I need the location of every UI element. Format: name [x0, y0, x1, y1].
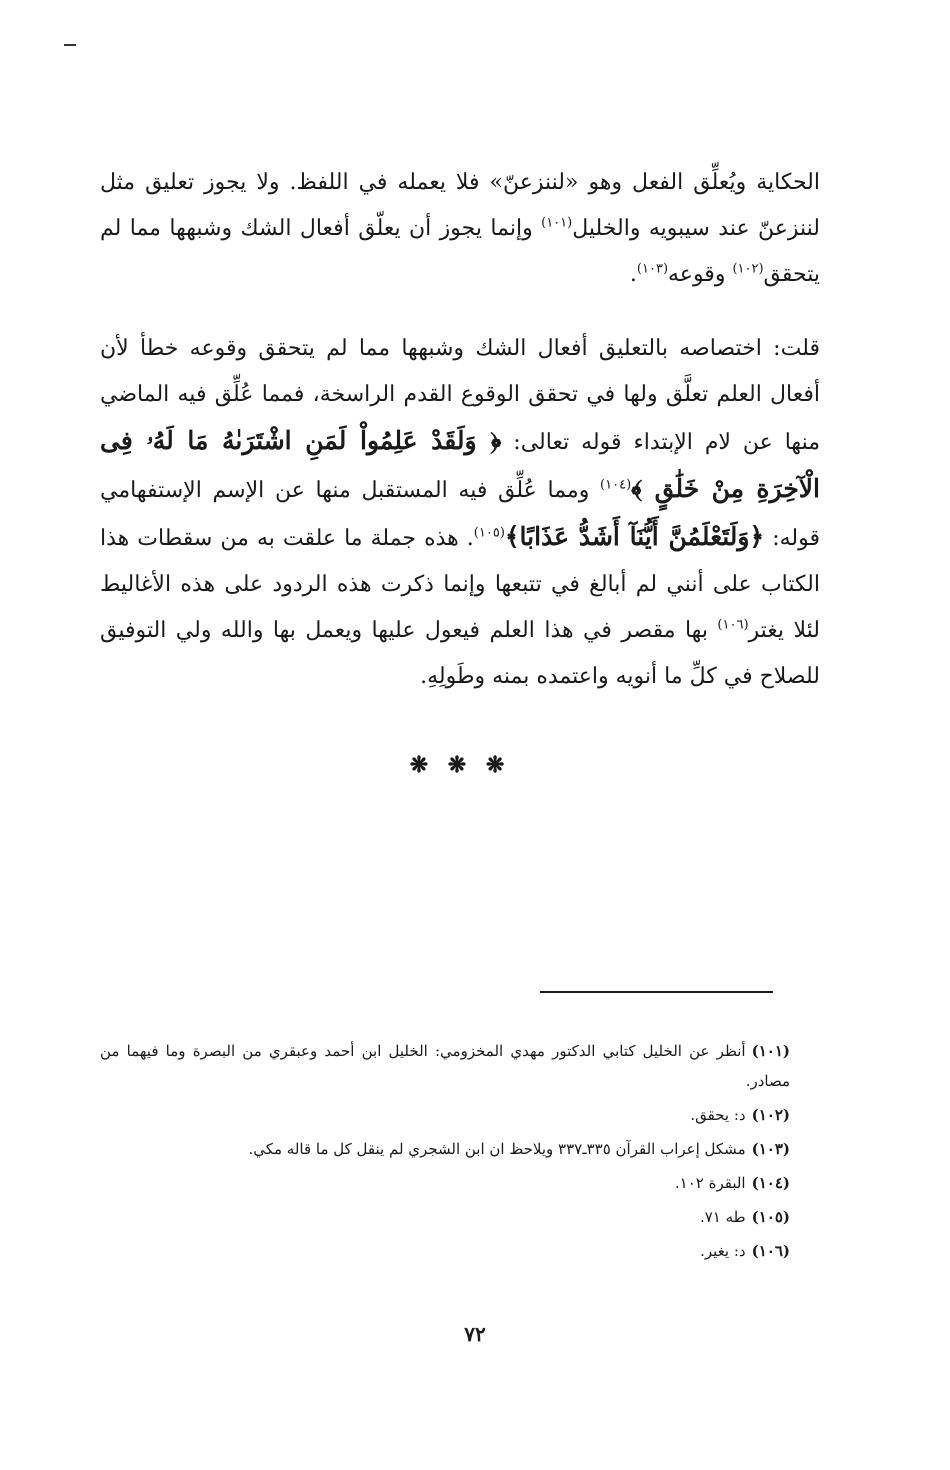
footnote-item [100, 1236, 790, 1266]
footnote-text: أنظر عن الخليل كتابي الدكتور مهدي المخزومي: الخليل ابن أحمد وعبقري من البصرة وما فيهما من مصادر. [100, 1042, 790, 1090]
footnote-ref-103: (١٠٣) [636, 261, 669, 277]
section-divider-stars: ❋ ❋ ❋ [409, 752, 511, 778]
footnote-number: (١٠٤) [751, 1174, 790, 1192]
footnote-separator-line [540, 991, 773, 993]
footnote-text: د: يغير. [700, 1242, 746, 1260]
quran-verse-1: ﴿ وَلَقَدْ عَلِمُواْ لَمَنِ اشْتَرَىٰهُ مَا لَهُۥ فِى الْآخِرَةِ مِنْ خَلَٰقٍ ﴾ [100, 426, 820, 503]
page-number: ٧٢ [464, 1322, 486, 1346]
footnote-text: طه ٧١. [699, 1208, 746, 1226]
footnote-number: (١٠٥) [751, 1208, 790, 1226]
paragraph-2 [100, 326, 820, 700]
paragraph-2-text-d: بها مقصر في هذا العلم فيعول عليها ويعمل بها والله ولي التوفيق للصلاح في كلِّ ما أنويه واعتمده بمنه وطَولِهِ. [100, 618, 820, 689]
footnote-ref-106: (١٠٦) [717, 617, 749, 633]
footnote-item [100, 1202, 790, 1232]
footnote-ref-105: (١٠٥) [473, 525, 505, 541]
footnote-text: د: يحقق. [690, 1106, 746, 1124]
footnote-text: مشكل إعراب القرآن ٣٣٥ـ٣٣٧ ويلاحظ ان ابن الشجري لم ينقل كل ما قاله مكي. [248, 1140, 746, 1158]
main-body-text [100, 160, 820, 700]
paragraph-2-text-b: ومما عُلِّق فيه المستقبل منها عن الإسم الإستفهامي قوله: [100, 478, 820, 551]
footnote-text: البقرة ١٠٢. [674, 1174, 746, 1192]
footnote-ref-104: (١٠٤) [600, 477, 632, 493]
footnote-item [100, 1168, 790, 1198]
footnote-ref-102: (١٠٢) [732, 261, 764, 277]
paragraph-1-text-d: . [629, 262, 637, 287]
footnote-number: (١٠٣) [751, 1140, 790, 1158]
paragraph-2-text-a: قلت: اختصاصه بالتعليق أفعال الشك وشبهها مما لم يتحقق وقوعه خطأ لأن أفعال العلم تعلَّق ولها في تحقق الوقوع القدم الراسخة، فمما عُلِّق فيه الماضي منها عن لام الإبتداء قوله تعالى: [100, 336, 820, 455]
footnote-number: (١٠٦) [751, 1242, 790, 1260]
paragraph-2-text-c: . هذه جملة ما علقت به من سقطات هذا الكتاب على أنني لم أبالغ في تتبعها وإنما ذكرت هذه الردود على هذه الأغاليط لئلا يغتر [100, 526, 820, 643]
footnote-number: (١٠٢) [751, 1106, 790, 1124]
quran-verse-2: ﴿وَلَتَعْلَمُنَّ أَيُّنَآ أَشَدُّ عَذَابًا﴾ [504, 522, 765, 551]
page-edge-mark [64, 44, 76, 46]
paragraph-1-text-c: وقوعه [668, 262, 733, 287]
footnotes-list [100, 1036, 790, 1270]
footnote-item [100, 1134, 790, 1164]
footnote-number: (١٠١) [751, 1042, 790, 1060]
footnote-item [100, 1100, 790, 1130]
footnote-item [100, 1036, 790, 1096]
paragraph-1-text-a: الحكاية ويُعلِّق الفعل وهو «لننزعنّ» فلا يعمله في اللفظ. ولا يجوز تعليق مثل لننزعنّ عند سيبويه والخليل [100, 170, 820, 241]
footnote-ref-101: (١٠١) [541, 215, 573, 231]
paragraph-1 [100, 160, 820, 298]
paragraph-1-text-b: وإنما يجوز أن يعلّق أفعال الشك وشبهها مما لم يتحقق [100, 216, 820, 287]
